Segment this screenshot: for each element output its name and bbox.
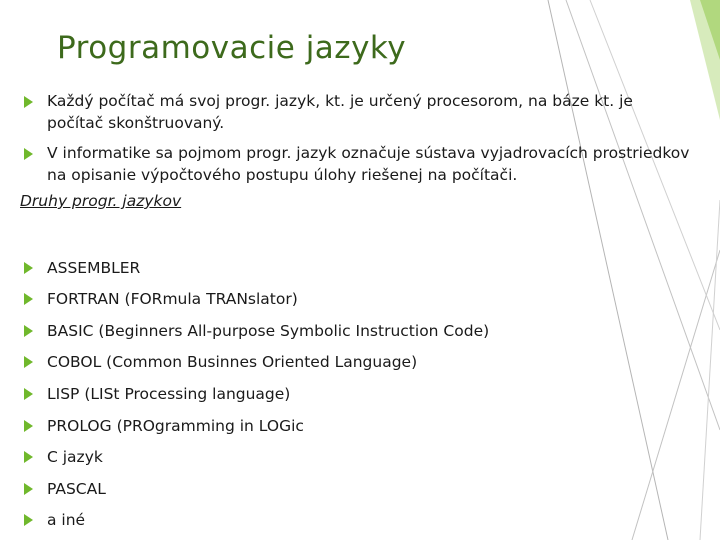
decorative-line bbox=[700, 200, 720, 540]
bullet-icon bbox=[24, 148, 33, 160]
language-name: PASCAL bbox=[47, 480, 106, 498]
bullet-icon bbox=[24, 325, 33, 337]
bullet-icon bbox=[24, 356, 33, 368]
bullet-icon bbox=[24, 293, 33, 305]
language-name: FORTRAN bbox=[47, 290, 120, 308]
list-item-pascal bbox=[47, 479, 106, 499]
decorative-line bbox=[632, 250, 720, 540]
decorative-line bbox=[548, 0, 668, 540]
bullet-icon bbox=[24, 451, 33, 463]
list-item-cobol bbox=[47, 352, 417, 372]
language-name: COBOL bbox=[47, 353, 102, 371]
bullet-icon bbox=[24, 483, 33, 495]
list-item-c bbox=[47, 447, 103, 467]
list-item-prolog bbox=[47, 416, 304, 436]
language-desc: (Beginners All-purpose Symbolic Instruction Code) bbox=[98, 322, 490, 340]
paragraph-computer-language: Každý počítač má svoj progr. jazyk, kt. je určený procesorom, na báze kt. je počítač skonštruovaný. bbox=[47, 92, 633, 132]
list-item-lisp bbox=[47, 384, 290, 404]
language-desc: (PROgramming in LOGic bbox=[116, 417, 304, 435]
list-item-others bbox=[47, 510, 85, 530]
bullet-icon bbox=[24, 420, 33, 432]
list-item-assembler bbox=[47, 258, 140, 278]
language-desc: (Common Businnes Oriented Language) bbox=[106, 353, 418, 371]
bullet-icon bbox=[24, 96, 33, 108]
decorative-line bbox=[566, 0, 720, 430]
subheading-language-types: Druhy progr. jazykov bbox=[20, 192, 182, 210]
language-name: LISP bbox=[47, 385, 80, 403]
language-name: a iné bbox=[47, 511, 86, 529]
language-desc: (FORmula TRANslator) bbox=[124, 290, 298, 308]
language-name: BASIC bbox=[47, 322, 94, 340]
bullet-icon bbox=[24, 514, 33, 526]
language-name: PROLOG bbox=[47, 417, 112, 435]
language-name: ASSEMBLER bbox=[47, 259, 141, 277]
list-item-fortran bbox=[47, 289, 298, 309]
bullet-icon bbox=[24, 262, 33, 274]
list-item-basic bbox=[47, 321, 489, 341]
language-name: C jazyk bbox=[47, 448, 103, 466]
language-desc: (LISt Processing language) bbox=[84, 385, 291, 403]
bullet-icon bbox=[24, 388, 33, 400]
page-title: Programovacie jazyky bbox=[57, 30, 407, 66]
paragraph-definition: V informatike sa pojmom progr. jazyk označuje sústava vyjadrovacích prostriedkov na opisanie výpočtového postupu úlohy riešenej na počítači. bbox=[47, 144, 690, 184]
